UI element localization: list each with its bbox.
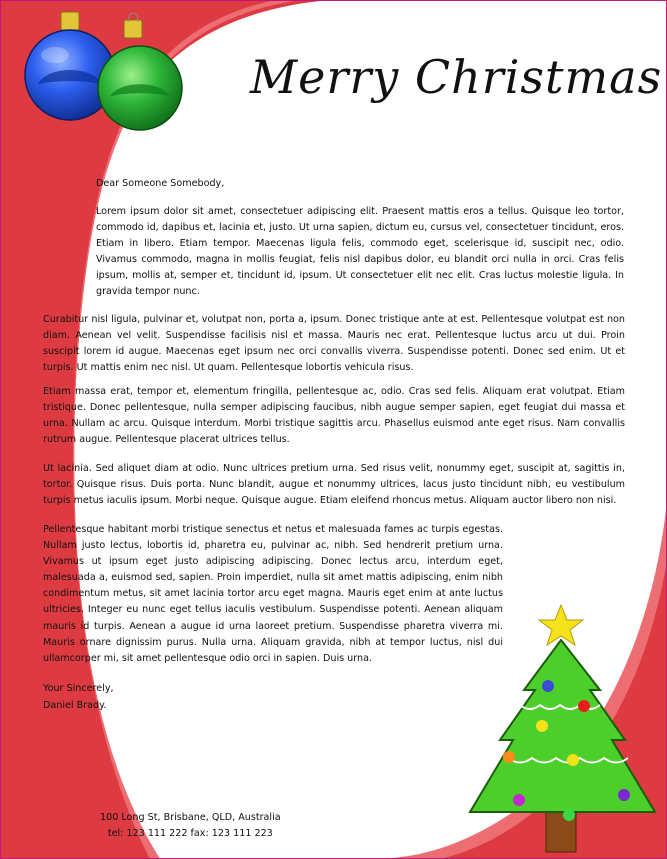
page-title: Merry Christmas bbox=[250, 50, 663, 104]
paragraph: Pellentesque habitant morbi tristique senectus et netus et malesuada fames ac turpis egestas. Nullam justo lectus, lobortis id, pharetra eu, pulvinar ac, nibh. Sed hendrerit pretium urna. Vivamus ut ipsum eget justo adipiscing adipiscing. Donec lectus arcu, interdum eget, malesuada a, euismod sed, sapien. Proin imperdiet, nulla sit amet mattis adipiscing, enim nibh condimentum metus, sit amet lacinia tortor arcu eget magna. Mauris eget enim at ante luctus ultricies. Integer eu nunc eget tellus iaculis vestibulum. Suspendisse potenti. Aenean aliquam mauris id turpis. Aenean a augue id urna laoreet pretium. Suspendisse pharetra viverra mi. Mauris ornare dignissim purus. Nulla urna. Aliquam gravida, nibh at tempor luctus, nisl dui ullamcorper mi, sit amet pellentesque odio orci in sapien. Duis urna. bbox=[43, 524, 503, 664]
paragraph: Curabitur nisl ligula, pulvinar et, volutpat non, porta a, ipsum. Donec tristique ante at est. Pellentesque volutpat est non diam. Aenean vel velit. Suspendisse facilisis nisl et massa. Mauris nec erat. Pellentesque luctus arcu ut dui. Proin suscipit lorem id augue. Maecenas eget ipsum nec orci convallis viverra. Suspendisse potenti. Donec sed enim. Ut et turpis. Ut mattis enim nec nisl. Ut quam. Pellentesque lobortis vehicula risus. bbox=[43, 314, 625, 374]
salutation: Dear Someone Somebody, bbox=[96, 178, 225, 189]
signature: Daniel Brady. bbox=[43, 699, 107, 711]
closing: Your Sincerely, bbox=[43, 683, 114, 694]
footer-address: 100 Long St, Brisbane, QLD, Australia bbox=[100, 812, 281, 823]
footer-phone-fax: tel: 123 111 222 fax: 123 111 223 bbox=[107, 828, 273, 839]
closing-block bbox=[43, 681, 114, 714]
paragraph: Ut lacinia. Sed aliquet diam at odio. Nunc ultrices pretium urna. Sed risus velit, nonummy eget, suscipit at, sagittis in, tortor. Quisque risus. Duis porta. Nunc blandit, augue et nonummy ultrices, lacus justo tincidunt nibh, eu vestibulum turpis metus iaculis ipsum. Morbi neque. Quisque augue. Etiam eleifend rhoncus metus. Aliquam auctor libero non nisi. bbox=[43, 463, 625, 507]
footer-contact bbox=[100, 810, 281, 842]
paragraph: Lorem ipsum dolor sit amet, consectetuer adipiscing elit. Praesent mattis eros a tellus. Quisque leo tortor, commodo id, dapibus et, lacinia et, justo. Ut urna sapien, dictum eu, cursus vel, consectetuer tincidunt, eros. Etiam in libero. Etiam tempor. Maecenas ligula felis, commodo eget, scelerisque id, suscipit nec, odio. Vivamus commodo, magna in mollis feugiat, felis nisl dapibus dolor, eu blandit orci nulla in orci. Cras felis ipsum, mollis at, semper et, tincidunt id, ipsum. Ut consectetuer elit nec elit. Cras luctus molestie ligula. In gravida tempor nunc. bbox=[96, 206, 624, 298]
paragraph: Etiam massa erat, tempor et, elementum fringilla, pellentesque ac, odio. Cras sed felis. Aliquam erat volutpat. Etiam tristique. Donec pellentesque, nulla semper adipiscing faucibus, nibh augue semper sapien, eget feugiat dui massa et urna. Nullam ac arcu. Quisque interdum. Morbi tristique sagittis arcu. Phasellus euismod ante eget risus. Nam convallis rutrum augue. Pellentesque placerat ultrices tellus. bbox=[43, 386, 625, 446]
